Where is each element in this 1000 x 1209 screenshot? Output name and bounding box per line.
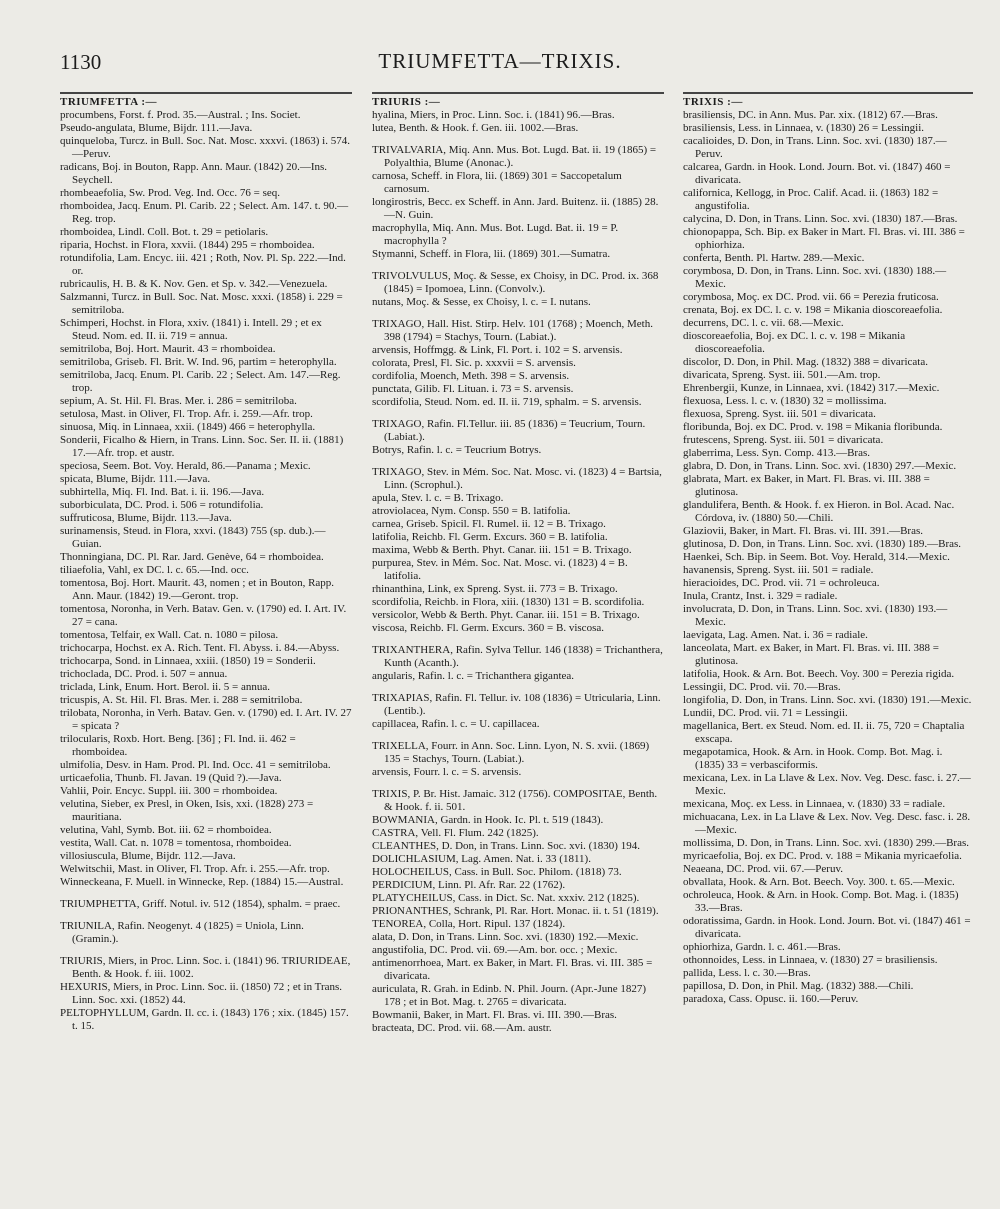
entry: procumbens, Forst. f. Prod. 35.—Austral. ; Ins. Societ. xyxy=(60,109,301,121)
entry: riparia, Hochst. in Flora, xxvii. (1844) 295 = rhomboidea. xyxy=(60,239,315,251)
entry: spicata, Blume, Bijdr. 111.—Java. xyxy=(60,473,211,485)
entry-gap xyxy=(60,889,352,898)
entry: trichocarpa, Hochst. ex A. Rich. Tent. Fl. Abyss. i. 84.—Abyss. xyxy=(60,642,340,654)
entry: punctata, Gilib. Fl. Lituan. i. 73 = S. arvensis. xyxy=(372,383,574,395)
entry: tomentosa, Telfair, ex Wall. Cat. n. 1080 = pilosa. xyxy=(60,629,279,641)
entry: trilocularis, Roxb. Hort. Beng. [36] ; Fl. Ind. ii. 462 = rhomboidea. xyxy=(60,733,296,758)
entry: sepium, A. St. Hil. Fl. Bras. Mer. i. 286 = semitriloba. xyxy=(60,395,297,407)
entry: TRIXAGO, Rafin. Fl.Tellur. iii. 85 (1836) = Teucrium, Tourn. (Labiat.). xyxy=(372,418,646,443)
entry: quinqueloba, Turcz. in Bull. Soc. Nat. Mosc. xxxvi. (1863) i. 574.—Peruv. xyxy=(60,135,350,160)
entry: calycina, D. Don, in Trans. Linn. Soc. xvi. (1830) 187.—Bras. xyxy=(683,213,958,225)
entry: Lundii, DC. Prod. vii. 71 = Lessingii. xyxy=(683,707,848,719)
entry-gap xyxy=(372,731,664,740)
entry: TRIXAGO, Hall. Hist. Stirp. Helv. 101 (1768) ; Moench, Meth. 398 (1794) = Stachys, Tourn. (Labiat.). xyxy=(372,318,653,343)
entry: radicans, Boj. in Bouton, Rapp. Ann. Maur. (1842) 20.—Ins. Seychell. xyxy=(60,161,328,186)
entry: bracteata, DC. Prod. vii. 68.—Am. austr. xyxy=(372,1022,552,1034)
entry: rotundifolia, Lam. Encyc. iii. 421 ; Roth, Nov. Pl. Sp. 222.—Ind. or. xyxy=(60,252,346,277)
entry: carnea, Griseb. Spicil. Fl. Rumel. ii. 12 = B. Trixago. xyxy=(372,518,606,530)
entry: Stymanni, Scheff. in Flora, lii. (1869) 301.—Sumatra. xyxy=(372,248,611,260)
entry: TRIUMPHETTA, Griff. Notul. iv. 512 (1854), sphalm. = praec. xyxy=(60,898,341,910)
entry: tomentosa, Noronha, in Verh. Batav. Gen. v. (1790) ed. I. Art. IV. 27 = cana. xyxy=(60,603,347,628)
entry-gap xyxy=(372,309,664,318)
entry-gap xyxy=(372,683,664,692)
entry: laevigata, Lag. Amen. Nat. i. 36 = radiale. xyxy=(683,629,868,641)
entry: tomentosa, Boj. Hort. Maurit. 43, nomen ; et in Bouton, Rapp. Ann. Maur. (1842) 19.—Geront. trop. xyxy=(60,577,335,602)
page-number: 1130 xyxy=(60,50,102,74)
entry: antimenorrhoea, Mart. ex Baker, in Mart. Fl. Bras. vi. III. 385 = divaricata. xyxy=(372,957,653,982)
entry: BOWMANIA, Gardn. in Hook. Ic. Pl. t. 519 (1843). xyxy=(372,814,604,826)
entry: semitriloba, Jacq. Enum. Pl. Carib. 22 ; Select. Am. 147.—Reg. trop. xyxy=(60,369,341,394)
entry: longifolia, D. Don, in Trans. Linn. Soc. xvi. (1830) 191.—Mexic. xyxy=(683,694,972,706)
entry: maxima, Webb & Berth. Phyt. Canar. iii. 151 = B. Trixago. xyxy=(372,544,632,556)
entry: TRIXANTHERA, Rafin. Sylva Tellur. 146 (1838) = Trichanthera, Kunth (Acanth.). xyxy=(372,644,663,669)
entry: colorata, Presl, Fl. Sic. p. xxxvii = S. arvensis. xyxy=(372,357,576,369)
entry: capillacea, Rafin. l. c. = U. capillacea. xyxy=(372,718,540,730)
column-rule xyxy=(60,92,352,94)
entry: Vahlii, Poir. Encyc. Suppl. iii. 300 = rhomboidea. xyxy=(60,785,278,797)
entry-gap xyxy=(372,457,664,466)
entry: TRIVOLVULUS, Moç. & Sesse, ex Choisy, in DC. Prod. ix. 368 (1845) = Ipomoea, Linn. (Convolv.). xyxy=(372,270,659,295)
entry: glaberrima, Less. Syn. Comp. 413.—Bras. xyxy=(683,447,870,459)
entry: HOLOCHEILUS, Cass. in Bull. Soc. Philom. (1818) 73. xyxy=(372,866,622,878)
entry: glabra, D. Don, in Trans. Linn. Soc. xvi. (1830) 297.—Mexic. xyxy=(683,460,957,472)
entry: cordifolia, Moench, Meth. 398 = S. arvensis. xyxy=(372,370,570,382)
entry: velutina, Sieber, ex Presl, in Oken, Isis, xxi. (1828) 273 = mauritiana. xyxy=(60,798,314,823)
genus-heading: TRIUMFETTA :— xyxy=(60,96,158,108)
entry: trichocarpa, Sond. in Linnaea, xxiii. (1850) 19 = Sonderii. xyxy=(60,655,316,667)
entry: Neaeana, DC. Prod. vii. 67.—Peruv. xyxy=(683,863,843,875)
entry: PLATYCHEILUS, Cass. in Dict. Sc. Nat. xxxiv. 212 (1825). xyxy=(372,892,640,904)
entry: megapotamica, Hook. & Arn. in Hook. Comp. Bot. Mag. i. (1835) 33 = verbasciformis. xyxy=(683,746,943,771)
column-rule xyxy=(683,92,973,94)
entry: angularis, Rafin. l. c. = Trichanthera gigantea. xyxy=(372,670,575,682)
entry: semitriloba, Boj. Hort. Maurit. 43 = rhomboidea. xyxy=(60,343,276,355)
entry: triclada, Link, Enum. Hort. Berol. ii. 5 = annua. xyxy=(60,681,270,693)
entry: trilobata, Noronha, in Verh. Batav. Gen. v. (1790) ed. I. Art. IV. 27 = spicata ? xyxy=(60,707,352,732)
entry: michuacana, Lex. in La Llave & Lex. Nov. Veg. Desc. fasc. i. 28.—Mexic. xyxy=(683,811,971,836)
entry: alata, D. Don, in Trans. Linn. Soc. xvi. (1830) 192.—Mexic. xyxy=(372,931,639,943)
entry: apula, Stev. l. c. = B. Trixago. xyxy=(372,492,504,504)
entry: hyalina, Miers, in Proc. Linn. Soc. i. (1841) 96.—Bras. xyxy=(372,109,615,121)
entry: californica, Kellogg, in Proc. Calif. Acad. ii. (1863) 182 = angustifolia. xyxy=(683,187,939,212)
entry: pallida, Less. l. c. 30.—Bras. xyxy=(683,967,811,979)
entry: cacalioides, D. Don, in Trans. Linn. Soc. xvi. (1830) 187.—Peruv. xyxy=(683,135,947,160)
entry: Winneckeana, F. Muell. in Winnecke, Rep. (1884) 15.—Austral. xyxy=(60,876,344,888)
entry: TRIVALVARIA, Miq. Ann. Mus. Bot. Lugd. Bat. ii. 19 (1865) = Polyalthia, Blume (Anonac.). xyxy=(372,144,657,169)
entry: TRIXIS, P. Br. Hist. Jamaic. 312 (1756). COMPOSITAE, Benth. & Hook. f. ii. 501. xyxy=(372,788,658,813)
entry: corymbosa, Moç. ex DC. Prod. vii. 66 = Perezia fruticosa. xyxy=(683,291,939,303)
entry: longirostris, Becc. ex Scheff. in Ann. Jard. Buitenz. ii. (1885) 28.—N. Guin. xyxy=(372,196,659,221)
entry: brasiliensis, DC. in Ann. Mus. Par. xix. (1812) 67.—Bras. xyxy=(683,109,938,121)
entry: HEXURIS, Miers, in Proc. Linn. Soc. ii. (1850) 72 ; et in Trans. Linn. Soc. xxi. (1852) 44. xyxy=(60,981,343,1006)
entry: TRIUNILA, Rafin. Neogenyt. 4 (1825) = Uniola, Linn. (Gramin.). xyxy=(60,920,304,945)
entry: hieracioides, DC. Prod. vii. 71 = ochroleuca. xyxy=(683,577,880,589)
entry: TRIXAPIAS, Rafin. Fl. Tellur. iv. 108 (1836) = Utricularia, Linn. (Lentib.). xyxy=(372,692,661,717)
column-middle xyxy=(372,96,664,1035)
entry: scordifolia, Steud. Nom. ed. II. ii. 719, sphalm. = S. arvensis. xyxy=(372,396,642,408)
entry: Glaziovii, Baker, in Mart. Fl. Bras. vi. III. 391.—Bras. xyxy=(683,525,923,537)
entry: conferta, Benth. Pl. Hartw. 289.—Mexic. xyxy=(683,252,865,264)
entry: glandulifera, Benth. & Hook. f. ex Hieron. in Bol. Acad. Nac. Córdova, iv. (1880) 50.—Chili. xyxy=(683,499,955,524)
entry: Pseudo-angulata, Blume, Bijdr. 111.—Java. xyxy=(60,122,253,134)
entry: Thonningiana, DC. Pl. Rar. Jard. Genève, 64 = rhomboidea. xyxy=(60,551,324,563)
entry: ulmifolia, Desv. in Ham. Prod. Pl. Ind. Occ. 41 = semitriloba. xyxy=(60,759,331,771)
entry-gap xyxy=(372,135,664,144)
entry: latifolia, Reichb. Fl. Germ. Excurs. 360 = B. latifolia. xyxy=(372,531,608,543)
entry: PERDICIUM, Linn. Pl. Afr. Rar. 22 (1762). xyxy=(372,879,566,891)
entry: auriculata, R. Grah. in Edinb. N. Phil. Journ. (Apr.-June 1827) 178 ; et in Bot. Mag. t. 2765 = divaricata. xyxy=(372,983,647,1008)
entry: Lessingii, DC. Prod. vii. 70.—Bras. xyxy=(683,681,841,693)
entry: paradoxa, Cass. Opusc. ii. 160.—Peruv. xyxy=(683,993,859,1005)
entry: atroviolacea, Nym. Consp. 550 = B. latifolia. xyxy=(372,505,571,517)
entry: macrophylla, Miq. Ann. Mus. Bot. Lugd. Bat. ii. 19 = P. macrophylla ? xyxy=(372,222,619,247)
entry: arvensis, Hoffmgg. & Link, Fl. Port. i. 102 = S. arvensis. xyxy=(372,344,623,356)
entry: semitriloba, Griseb. Fl. Brit. W. Ind. 96, partim = heterophylla. xyxy=(60,356,337,368)
entry: TRIXELLA, Fourr. in Ann. Soc. Linn. Lyon, N. S. xvii. (1869) 135 = Stachys, Tourn. (Labiat.). xyxy=(372,740,650,765)
entry: crenata, Boj. ex DC. l. c. v. 198 = Mikania dioscoreaefolia. xyxy=(683,304,943,316)
entry: angustifolia, DC. Prod. vii. 69.—Am. bor. occ. ; Mexic. xyxy=(372,944,618,956)
entry: obvallata, Hook. & Arn. Bot. Beech. Voy. 300. t. 65.—Mexic. xyxy=(683,876,955,888)
entry: TRIXAGO, Stev. in Mém. Soc. Nat. Mosc. vi. (1823) 4 = Bartsia, Linn. (Scrophul.). xyxy=(372,466,662,491)
entry: Ehrenbergii, Kunze, in Linnaea, xvi. (1842) 317.—Mexic. xyxy=(683,382,940,394)
entry: suffruticosa, Blume, Bijdr. 113.—Java. xyxy=(60,512,232,524)
entry: latifolia, Hook. & Arn. Bot. Beech. Voy. 300 = Perezia rigida. xyxy=(683,668,955,680)
entry: glabrata, Mart. ex Baker, in Mart. Fl. Bras. vi. III. 388 = glutinosa. xyxy=(683,473,930,498)
column-left xyxy=(60,96,352,1033)
entry: magellanica, Bert. ex Steud. Nom. ed. II. ii. 75, 720 = Chaptalia exscapa. xyxy=(683,720,965,745)
entry: papillosa, D. Don, in Phil. Mag. (1832) 388.—Chili. xyxy=(683,980,914,992)
entry-gap xyxy=(372,261,664,270)
entry: urticaefolia, Thunb. Fl. Javan. 19 (Quid ?).—Java. xyxy=(60,772,282,784)
entry: rubricaulis, H. B. & K. Nov. Gen. et Sp. v. 342.—Venezuela. xyxy=(60,278,328,290)
running-head: TRIUMFETTA—TRIXIS. xyxy=(378,49,622,73)
entry: glutinosa, D. Don, in Trans. Linn. Soc. xvi. (1830) 189.—Bras. xyxy=(683,538,962,550)
entry: PRIONANTHES, Schrank, Pl. Rar. Hort. Monac. ii. t. 51 (1819). xyxy=(372,905,659,917)
entry: Bowmanii, Baker, in Mart. Fl. Bras. vi. III. 390.—Bras. xyxy=(372,1009,617,1021)
entry: Botrys, Rafin. l. c. = Teucrium Botrys. xyxy=(372,444,542,456)
entry: nutans, Moç. & Sesse, ex Choisy, l. c. = I. nutans. xyxy=(372,296,591,308)
entry: Schimperi, Hochst. in Flora, xxiv. (1841) i. Intell. 29 ; et ex Steud. Nom. ed. II. ii. 719 = annua. xyxy=(60,317,322,342)
entry: ochroleuca, Hook. & Arn. in Hook. Comp. Bot. Mag. i. (1835) 33.—Bras. xyxy=(683,889,959,914)
entry: viscosa, Reichb. Fl. Germ. Excurs. 360 = B. viscosa. xyxy=(372,622,604,634)
entry: mexicana, Lex. in La Llave & Lex. Nov. Veg. Desc. fasc. i. 27.—Mexic. xyxy=(683,772,971,797)
entry: Sonderii, Ficalho & Hiern, in Trans. Linn. Soc. Ser. II. ii. (1881) 17.—Afr. trop. et austr. xyxy=(60,434,344,459)
entry: discolor, D. Don, in Phil. Mag. (1832) 388 = divaricata. xyxy=(683,356,928,368)
entry-gap xyxy=(372,409,664,418)
entry: flexuosa, Less. l. c. v. (1830) 32 = mollissima. xyxy=(683,395,887,407)
entry: Inula, Crantz, Inst. i. 329 = radiale. xyxy=(683,590,838,602)
entry: rhombeaefolia, Sw. Prod. Veg. Ind. Occ. 76 = seq. xyxy=(60,187,281,199)
entry: rhomboidea, Jacq. Enum. Pl. Carib. 22 ; Select. Am. 147. t. 90.—Reg. trop. xyxy=(60,200,349,225)
entry: ophiorhiza, Gardn. l. c. 461.—Bras. xyxy=(683,941,841,953)
entry: calcarea, Gardn. in Hook. Lond. Journ. Bot. vi. (1847) 460 = divaricata. xyxy=(683,161,951,186)
entry: scordifolia, Reichb. in Flora, xiii. (1830) 131 = B. scordifolia. xyxy=(372,596,645,608)
entry-gap xyxy=(60,946,352,955)
entry: surinamensis, Steud. in Flora, xxvi. (1843) 755 (sp. dub.).—Guian. xyxy=(60,525,326,550)
entry: Welwitschii, Mast. in Oliver, Fl. Trop. Afr. i. 255.—Afr. trop. xyxy=(60,863,330,875)
entry: tiliaefolia, Vahl, ex DC. l. c. 65.—Ind. occ. xyxy=(60,564,249,576)
entry: othonnoides, Less. in Linnaea, v. (1830) 27 = brasiliensis. xyxy=(683,954,938,966)
genus-heading: TRIURIS :— xyxy=(372,96,441,108)
entry: DOLICHLASIUM, Lag. Amen. Nat. i. 33 (1811). xyxy=(372,853,591,865)
column-rule xyxy=(372,92,664,94)
entry: myricaefolia, Boj. ex DC. Prod. v. 188 = Mikania myricaefolia. xyxy=(683,850,962,862)
entry: velutina, Vahl, Symb. Bot. iii. 62 = rhomboidea. xyxy=(60,824,272,836)
column-right xyxy=(683,96,973,1006)
entry: trichoclada, DC. Prod. i. 507 = annua. xyxy=(60,668,228,680)
entry: havanensis, Spreng. Syst. iii. 501 = radiale. xyxy=(683,564,874,576)
entry: Salzmanni, Turcz. in Bull. Soc. Nat. Mosc. xxxi. (1858) i. 229 = semitriloba. xyxy=(60,291,343,316)
entry: CASTRA, Vell. Fl. Flum. 242 (1825). xyxy=(372,827,539,839)
entry: TENOREA, Colla, Hort. Ripul. 137 (1824). xyxy=(372,918,566,930)
entry: versicolor, Webb & Berth. Phyt. Canar. iii. 151 = B. Trixago. xyxy=(372,609,640,621)
entry: TRIURIS, Miers, in Proc. Linn. Soc. i. (1841) 96. TRIURIDEAE, Benth. & Hook. f. iii. 1002. xyxy=(60,955,351,980)
entry: corymbosa, D. Don, in Trans. Linn. Soc. xvi. (1830) 188.—Mexic. xyxy=(683,265,947,290)
entry: lutea, Benth. & Hook. f. Gen. iii. 1002.—Bras. xyxy=(372,122,579,134)
entry: mollissima, D. Don, in Trans. Linn. Soc. xvi. (1830) 299.—Bras. xyxy=(683,837,970,849)
entry: odoratissima, Gardn. in Hook. Lond. Journ. Bot. vi. (1847) 461 = divaricata. xyxy=(683,915,971,940)
entry: divaricata, Spreng. Syst. iii. 501.—Am. trop. xyxy=(683,369,881,381)
entry: sinuosa, Miq. in Linnaea, xxii. (1849) 466 = heterophylla. xyxy=(60,421,316,433)
entry: CLEANTHES, D. Don, in Trans. Linn. Soc. xvi. (1830) 194. xyxy=(372,840,640,852)
entry: lanceolata, Mart. ex Baker, in Mart. Fl. Bras. vi. III. 388 = glutinosa. xyxy=(683,642,939,667)
entry: subhirtella, Miq. Fl. Ind. Bat. i. ii. 196.—Java. xyxy=(60,486,265,498)
entry: vestita, Wall. Cat. n. 1078 = tomentosa, rhomboidea. xyxy=(60,837,292,849)
entry: Haenkei, Sch. Bip. in Seem. Bot. Voy. Herald, 314.—Mexic. xyxy=(683,551,950,563)
entry: tricuspis, A. St. Hil. Fl. Bras. Mer. i. 288 = semitriloba. xyxy=(60,694,303,706)
entry: frutescens, Spreng. Syst. iii. 501 = divaricata. xyxy=(683,434,884,446)
entry: arvensis, Fourr. l. c. = S. arvensis. xyxy=(372,766,522,778)
entry-gap xyxy=(372,779,664,788)
entry: rhinanthina, Link, ex Spreng. Syst. ii. 773 = B. Trixago. xyxy=(372,583,618,595)
entry: suborbiculata, DC. Prod. i. 506 = rotundifolia. xyxy=(60,499,264,511)
entry: mexicana, Moç. ex Less. in Linnaea, v. (1830) 33 = radiale. xyxy=(683,798,946,810)
entry: brasiliensis, Less. in Linnaea, v. (1830) 26 = Lessingii. xyxy=(683,122,925,134)
entry: purpurea, Stev. in Mém. Soc. Nat. Mosc. vi. (1823) 4 = B. latifolia. xyxy=(372,557,628,582)
entry-gap xyxy=(372,635,664,644)
entry: floribunda, Boj. ex DC. Prod. v. 198 = Mikania floribunda. xyxy=(683,421,943,433)
entry: carnosa, Scheff. in Flora, lii. (1869) 301 = Saccopetalum carnosum. xyxy=(372,170,622,195)
entry: setulosa, Mast. in Oliver, Fl. Trop. Afr. i. 259.—Afr. trop. xyxy=(60,408,313,420)
genus-heading: TRIXIS :— xyxy=(683,96,743,108)
entry: villosiuscula, Blume, Bijdr. 112.—Java. xyxy=(60,850,236,862)
entry: dioscoreaefolia, Boj. ex DC. l. c. v. 198 = Mikania dioscoreaefolia. xyxy=(683,330,906,355)
entry: flexuosa, Spreng. Syst. iii. 501 = divaricata. xyxy=(683,408,876,420)
entry: rhomboidea, Lindl. Coll. Bot. t. 29 = petiolaris. xyxy=(60,226,269,238)
entry: chionopappa, Sch. Bip. ex Baker in Mart. Fl. Bras. vi. III. 386 = ophiorhiza. xyxy=(683,226,965,251)
entry: involucrata, D. Don, in Trans. Linn. Soc. xvi. (1830) 193.—Mexic. xyxy=(683,603,948,628)
entry: decurrens, DC. l. c. vii. 68.—Mexic. xyxy=(683,317,844,329)
entry: PELTOPHYLLUM, Gardn. Il. cc. i. (1843) 176 ; xix. (1845) 157. t. 15. xyxy=(60,1007,349,1032)
entry-gap xyxy=(60,911,352,920)
entry: speciosa, Seem. Bot. Voy. Herald, 86.—Panama ; Mexic. xyxy=(60,460,311,472)
